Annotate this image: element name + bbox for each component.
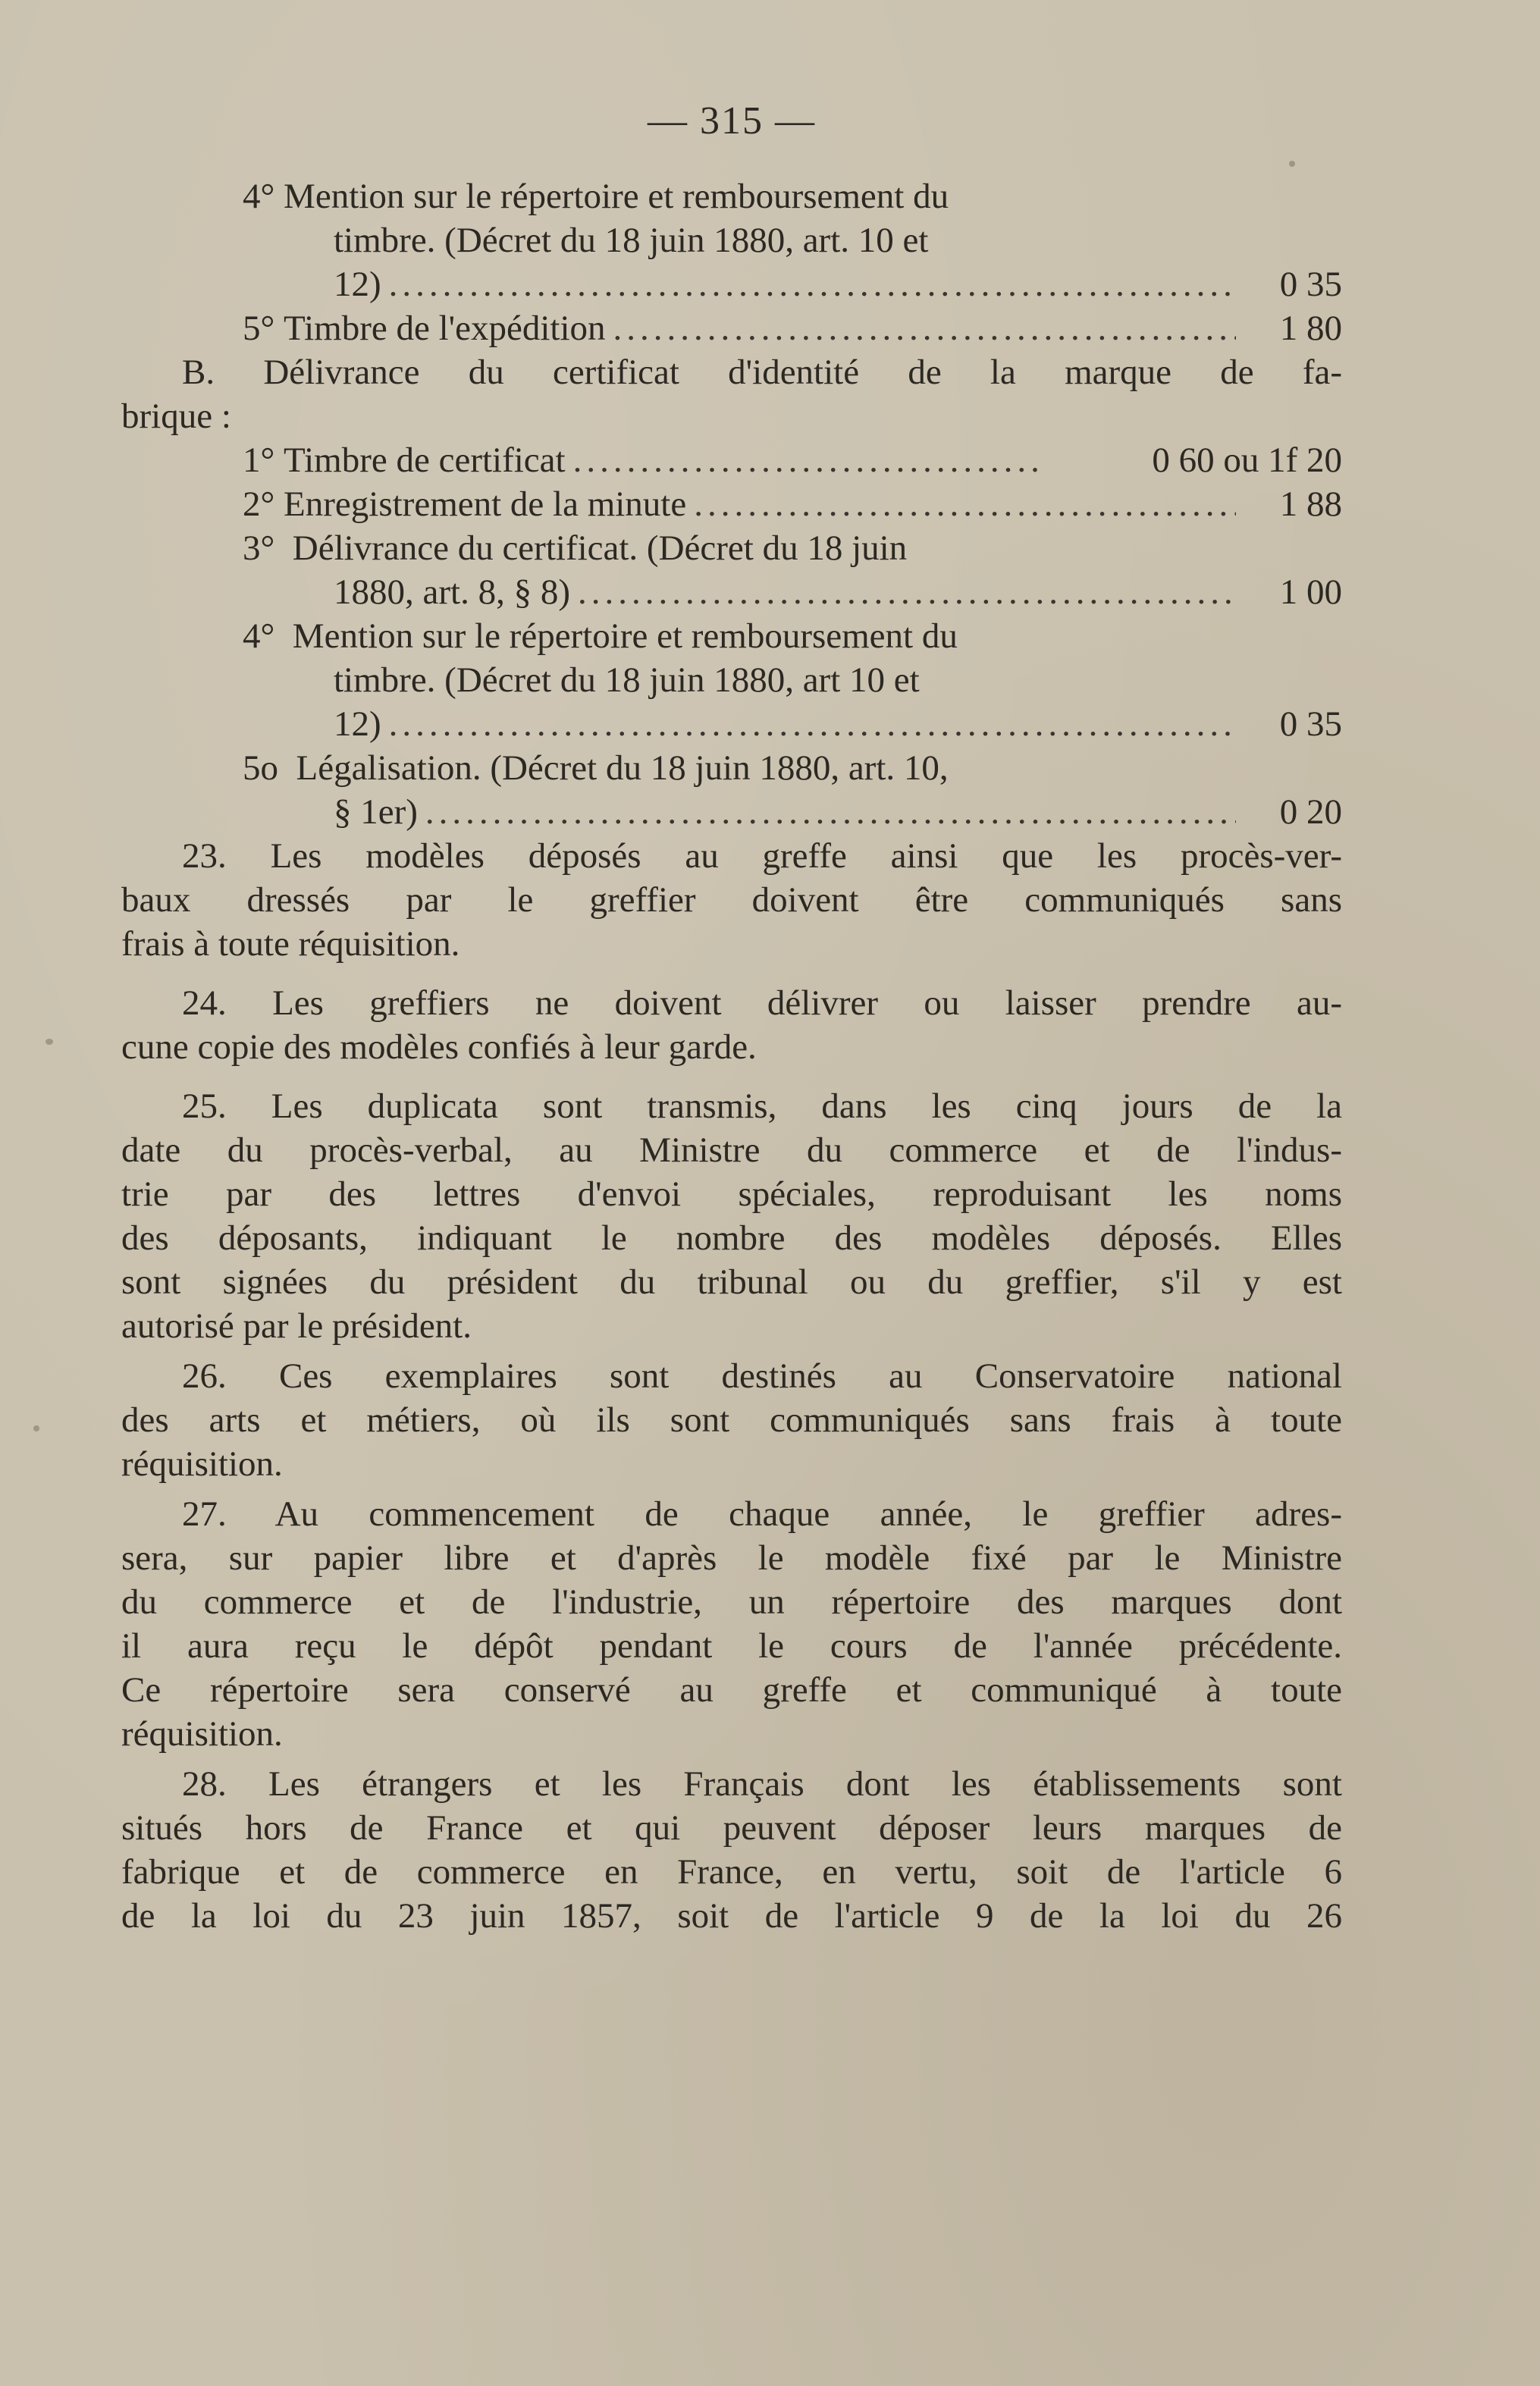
paragraph-line: sera, sur papier libre et d'après le modèle fixé par le Ministre — [121, 1538, 1342, 1578]
item-text: Timbre de certificat — [284, 441, 566, 480]
item-text: Enregistrement de la minute — [284, 484, 687, 524]
fee-line — [121, 438, 1342, 482]
item-text: 12) — [334, 265, 381, 304]
paragraph-line: 24. Les greffiers ne doivent délivrer ou laisser prendre au- — [182, 983, 1342, 1023]
fee-amount: 1 80 — [1279, 309, 1342, 348]
section-heading: B. Délivrance du certificat d'identité de la marque de fa- — [182, 353, 1342, 392]
fee-amount: 0 60 ou 1f 20 — [1152, 441, 1342, 480]
item-text: § 1er) — [334, 792, 418, 832]
paragraph-line: 27. Au commencement de chaque année, le greffier adres- — [182, 1494, 1342, 1534]
item-text: Mention sur le répertoire et remboursement du — [284, 177, 949, 216]
paragraph-line: 23. Les modèles déposés au greffe ainsi que les procès-ver- — [182, 836, 1342, 876]
fee-line — [121, 174, 1342, 218]
item-text: timbre. (Décret du 18 juin 1880, art. 10 et — [334, 221, 929, 260]
paragraph-line: situés hors de France et qui peuvent déposer leurs marques de — [121, 1808, 1342, 1848]
paragraph-line: de la loi du 23 juin 1857, soit de l'article 9 de la loi du 26 — [121, 1896, 1342, 1936]
item-number: 4° — [243, 177, 275, 216]
item-number: 1° — [243, 441, 275, 480]
fee-line — [121, 790, 1342, 834]
paragraph-line: fabrique et de commerce en France, en vertu, soit de l'article 6 — [121, 1852, 1342, 1892]
item-text: Légalisation. (Décret du 18 juin 1880, art. 10, — [296, 748, 949, 788]
fee-line — [121, 526, 1342, 570]
paper-speck — [45, 1039, 53, 1045]
dot-leader — [389, 702, 1236, 746]
paragraph-line: baux dressés par le greffier doivent être communiqués sans — [121, 880, 1342, 920]
item-text: Timbre de l'expédition — [284, 309, 606, 348]
paragraph-line: frais à toute réquisition. — [121, 924, 460, 964]
paper-speck — [33, 1425, 39, 1431]
paragraph-line: sont signées du président du tribunal ou du greffier, s'il y est — [121, 1262, 1342, 1302]
dot-leader — [425, 790, 1236, 834]
paragraph-line: des déposants, indiquant le nombre des modèles déposés. Elles — [121, 1218, 1342, 1258]
paragraph-line: des arts et métiers, où ils sont communiqués sans frais à toute — [121, 1400, 1342, 1440]
dot-leader — [578, 570, 1236, 614]
fee-line — [121, 218, 1342, 262]
paragraph-line: Ce répertoire sera conservé au greffe et communiqué à toute — [121, 1670, 1342, 1710]
dot-leader — [694, 482, 1236, 526]
fee-line — [121, 614, 1342, 658]
paragraph-line: autorisé par le président. — [121, 1306, 472, 1346]
dot-leader — [573, 438, 1046, 482]
page-number: — 315 — — [648, 99, 816, 143]
paragraph-line: 26. Ces exemplaires sont destinés au Conservatoire national — [182, 1356, 1342, 1396]
fee-amount: 1 88 — [1279, 484, 1342, 524]
fee-amount: 0 20 — [1279, 792, 1342, 832]
paragraph-line: du commerce et de l'industrie, un répertoire des marques dont — [121, 1582, 1342, 1622]
fee-line — [121, 658, 1342, 702]
item-number: 2° — [243, 484, 275, 524]
paragraph-line: 25. Les duplicata sont transmis, dans les cinq jours de la — [182, 1086, 1342, 1126]
item-text: 12) — [334, 704, 381, 744]
fee-line — [121, 262, 1342, 306]
paragraph-line: réquisition. — [121, 1714, 283, 1754]
fee-line — [121, 306, 1342, 350]
paragraph-line: réquisition. — [121, 1444, 283, 1484]
fee-line — [121, 482, 1342, 526]
item-number: 5o — [243, 748, 278, 788]
fee-amount: 0 35 — [1279, 704, 1342, 744]
item-number: 5° — [243, 309, 275, 348]
item-number: 4° — [243, 616, 275, 656]
item-text: timbre. (Décret du 18 juin 1880, art 10 et — [334, 660, 920, 700]
document-page — [121, 91, 1342, 2062]
paragraph-line: trie par des lettres d'envoi spéciales, reproduisant les noms — [121, 1174, 1342, 1214]
paper-speck — [1289, 161, 1295, 167]
section-heading: brique : — [121, 397, 231, 436]
fee-amount: 0 35 — [1279, 265, 1342, 304]
item-text: Délivrance du certificat. (Décret du 18 juin — [292, 528, 908, 568]
paragraph-line: cune copie des modèles confiés à leur garde. — [121, 1027, 757, 1067]
paragraph-line: il aura reçu le dépôt pendant le cours de l'année précédente. — [121, 1626, 1342, 1666]
item-number: 3° — [243, 528, 275, 568]
item-text: 1880, art. 8, § 8) — [334, 572, 570, 612]
fee-amount: 1 00 — [1279, 572, 1342, 612]
paragraph-line: date du procès-verbal, au Ministre du commerce et de l'indus- — [121, 1130, 1342, 1170]
paragraph-line: 28. Les étrangers et les Français dont les établissements sont — [182, 1764, 1342, 1804]
fee-line — [121, 570, 1342, 614]
dot-leader — [613, 306, 1236, 350]
fee-line — [121, 746, 1342, 790]
dot-leader — [389, 262, 1236, 306]
fee-line — [121, 702, 1342, 746]
item-text: Mention sur le répertoire et remboursement du — [292, 616, 958, 656]
